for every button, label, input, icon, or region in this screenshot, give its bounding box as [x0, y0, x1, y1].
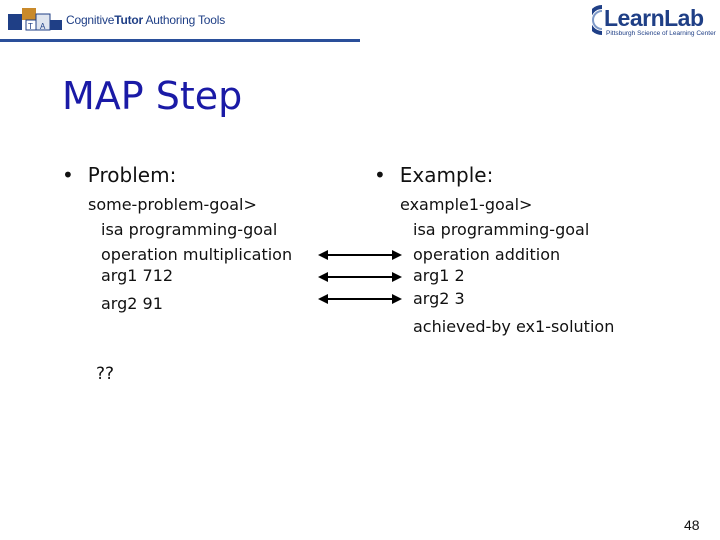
- tool-name-part2: Tutor: [114, 13, 144, 27]
- double-arrow-icon: [318, 272, 402, 282]
- slide-title: MAP Step: [62, 74, 243, 118]
- problem-line: arg2 91: [101, 294, 163, 313]
- ctat-logo-icon: [8, 6, 64, 32]
- tool-name-part1: Cognitive: [66, 13, 115, 27]
- example-heading: Example:: [399, 163, 494, 187]
- example-line: arg2 3: [413, 289, 465, 308]
- problem-line: operation multiplication: [101, 245, 293, 264]
- tool-name-part3: Authoring: [143, 13, 198, 27]
- problem-line: isa programming-goal: [101, 220, 278, 239]
- example-goal: example1-goal>: [400, 195, 533, 214]
- bullet-dot: •: [62, 163, 74, 187]
- example-bullet: [374, 163, 493, 187]
- double-arrow-icon: [318, 294, 402, 304]
- unknown-mark: ??: [96, 364, 115, 384]
- example-line: operation addition: [413, 245, 561, 264]
- header-rule: [0, 39, 360, 42]
- mapping-arrows: [316, 246, 404, 310]
- example-line: achieved-by ex1-solution: [413, 317, 615, 336]
- svg-text:T: T: [28, 22, 33, 31]
- problem-line: arg1 712: [101, 266, 174, 285]
- problem-heading: Problem:: [87, 163, 177, 187]
- learnlab-subtitle: Pittsburgh Science of Learning Center: [606, 30, 716, 37]
- page-number: 48: [684, 517, 700, 533]
- bullet-dot: •: [374, 163, 386, 187]
- tool-name: [66, 13, 225, 27]
- svg-text:A: A: [40, 22, 46, 31]
- double-arrow-icon: [318, 250, 402, 260]
- example-line: arg1 2: [413, 266, 465, 285]
- problem-bullet: [62, 163, 176, 187]
- learnlab-wordmark: LearnLab: [604, 5, 704, 31]
- example-line: isa programming-goal: [413, 220, 590, 239]
- problem-goal: some-problem-goal>: [88, 195, 257, 214]
- tool-name-part4: Tools: [197, 13, 225, 27]
